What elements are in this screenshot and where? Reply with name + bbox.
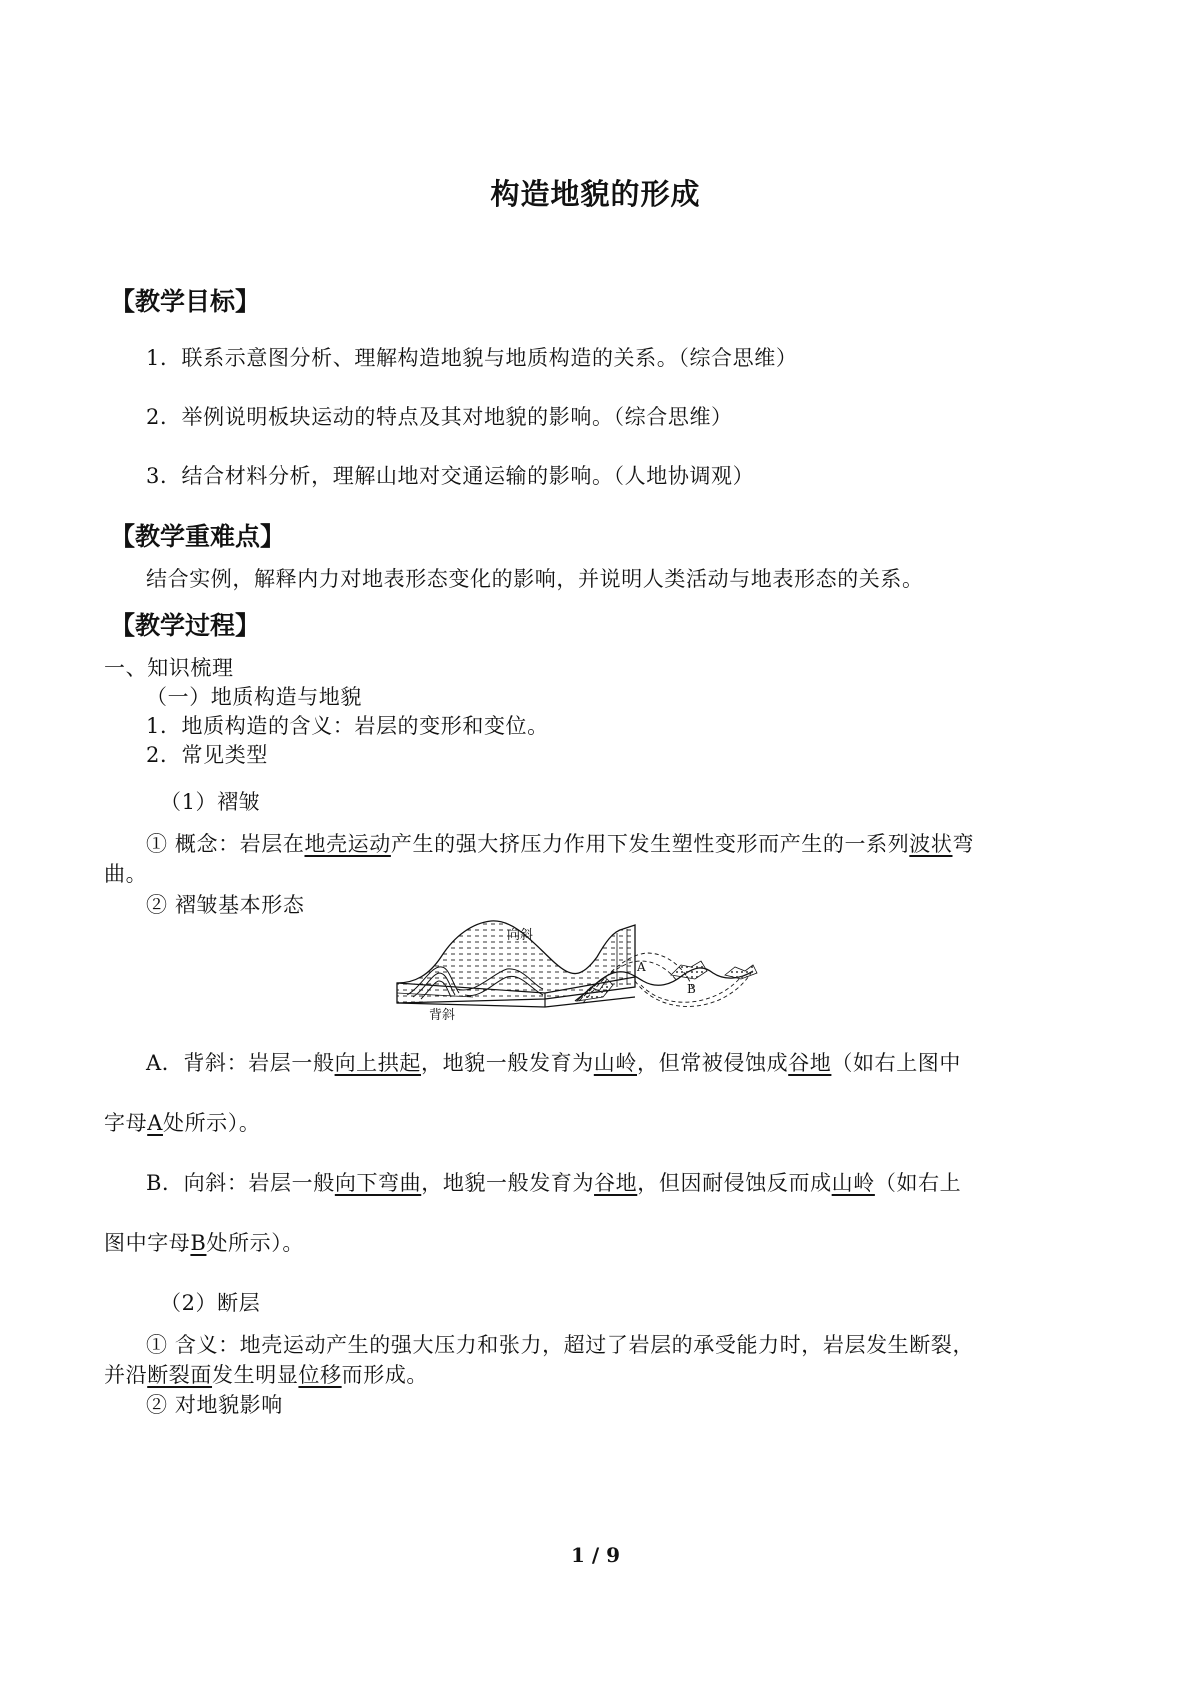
fold-heading: （1）褶皱 bbox=[160, 790, 261, 814]
underlined-term: B bbox=[190, 1231, 207, 1255]
anticline-label: 背斜 bbox=[429, 1008, 456, 1023]
underlined-term: 向上拱起 bbox=[334, 1051, 421, 1075]
fault-meaning-line-2: 并沿断裂面发生明显位移而形成。 bbox=[104, 1363, 429, 1387]
section-heading-goals: 【教学目标】 bbox=[110, 287, 261, 316]
syncline-line-2: 图中字母B处所示）。 bbox=[104, 1231, 304, 1255]
key-points-text: 结合实例，解释内力对地表形态变化的影响，并说明人类活动与地表形态的关系。 bbox=[146, 567, 924, 591]
label-b: B bbox=[687, 982, 696, 996]
fault-heading: （2）断层 bbox=[160, 1291, 261, 1315]
goal-item-1: 1．联系示意图分析、理解构造地貌与地质构造的关系。（综合思维） bbox=[146, 346, 798, 370]
fold-diagram bbox=[395, 915, 765, 1025]
underlined-term: 断裂面 bbox=[147, 1363, 213, 1387]
underlined-term: 谷地 bbox=[594, 1171, 638, 1195]
common-types: 2．常见类型 bbox=[146, 743, 268, 767]
underlined-term: 波状 bbox=[909, 832, 953, 856]
section-heading-process: 【教学过程】 bbox=[110, 611, 261, 640]
fold-concept-line-1: ① 概念：岩层在地壳运动产生的强大挤压力作用下发生塑性变形而产生的一系列波状弯 bbox=[146, 832, 975, 856]
fold-forms-label: ② 褶皱基本形态 bbox=[146, 893, 305, 917]
underlined-term: 山岭 bbox=[831, 1171, 875, 1195]
underlined-term: 位移 bbox=[298, 1363, 342, 1387]
outline-level-2: （一）地质构造与地貌 bbox=[146, 685, 362, 709]
outline-level-1: 一、知识梳理 bbox=[104, 656, 234, 680]
underlined-term: 谷地 bbox=[788, 1051, 832, 1075]
fault-effect-label: ② 对地貌影响 bbox=[146, 1393, 283, 1417]
syncline-label: 向斜 bbox=[507, 928, 534, 943]
fold-block-diagram bbox=[397, 921, 635, 1023]
goal-item-3: 3．结合材料分析，理解山地对交通运输的影响。（人地协调观） bbox=[146, 464, 755, 488]
anticline-line-1: A．背斜：岩层一般向上拱起，地貌一般发育为山岭，但常被侵蚀成谷地（如右上图中 bbox=[146, 1051, 962, 1075]
fault-meaning-line-1: ① 含义：地壳运动产生的强大压力和张力，超过了岩层的承受能力时，岩层发生断裂， bbox=[146, 1333, 975, 1357]
syncline-line-1: B．向斜：岩层一般向下弯曲，地貌一般发育为谷地，但因耐侵蚀反而成山岭（如右上 bbox=[146, 1171, 962, 1195]
goal-item-2: 2．举例说明板块运动的特点及其对地貌的影响。（综合思维） bbox=[146, 405, 733, 429]
page-title: 构造地貌的形成 bbox=[490, 177, 701, 211]
label-a: A bbox=[637, 960, 646, 974]
fold-concept-line-2: 曲。 bbox=[104, 862, 148, 886]
underlined-term: 向下弯曲 bbox=[334, 1171, 422, 1195]
underlined-term: 山岭 bbox=[593, 1051, 637, 1075]
underlined-term: A bbox=[147, 1111, 163, 1135]
underlined-term: 地壳运动 bbox=[304, 832, 391, 856]
section-heading-key-points: 【教学重难点】 bbox=[110, 522, 286, 551]
anticline-line-2: 字母A处所示）。 bbox=[104, 1111, 261, 1135]
page-number: 1 / 9 bbox=[570, 1543, 621, 1567]
geo-structure-meaning: 1．地质构造的含义：岩层的变形和变位。 bbox=[146, 714, 549, 738]
